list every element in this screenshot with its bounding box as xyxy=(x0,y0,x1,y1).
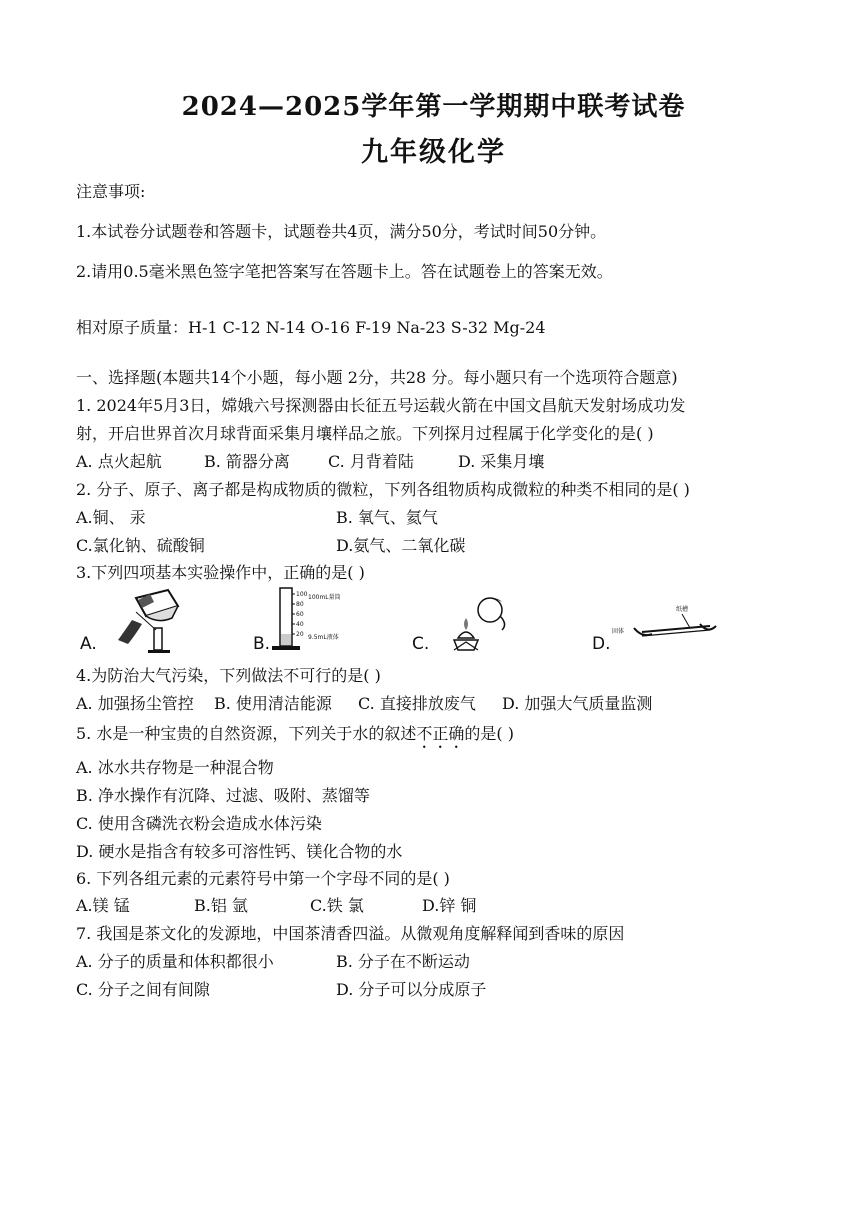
question-6-option-b: B.铝 氩 xyxy=(194,896,248,915)
question-2-options-row-1 xyxy=(76,508,776,528)
solid-label: 固体 xyxy=(612,628,625,635)
question-5-option-b: B. 净水操作有沉降、过滤、吸附、蒸馏等 xyxy=(76,786,370,805)
exam-subtitle: 九年级化学 xyxy=(361,137,506,168)
question-2-stem: 2. 分子、原子、离子都是构成物质的微粒，下列各组物质构成微粒的种类不相同的是( ) xyxy=(76,480,690,499)
question-5-stem-emphasis: 不正确 xyxy=(416,724,465,743)
figure-d-label: D. xyxy=(592,634,611,654)
question-1-option-d: D. 采集月壤 xyxy=(458,452,545,471)
question-6-options xyxy=(76,896,776,916)
question-1-option-b: B. 箭器分离 xyxy=(204,452,290,471)
cylinder-tick-60: 60 xyxy=(296,611,304,618)
question-4-option-c: C. 直接排放废气 xyxy=(358,694,476,713)
paper-trough-label: 纸槽 xyxy=(676,606,689,613)
cylinder-tick-40: 40 xyxy=(296,621,304,628)
question-7-option-d: D. 分子可以分成原子 xyxy=(336,980,487,999)
cylinder-tick-20: 20 xyxy=(296,631,304,638)
cylinder-label-100ml: 100mL量筒 xyxy=(308,594,341,601)
figure-d-paper-trough xyxy=(612,608,722,648)
atomic-mass-line: 相对原子质量：H-1 C-12 N-14 O-16 F-19 Na-23 S-32 Mg-24 xyxy=(76,318,546,337)
question-2-option-b: B. 氧气、氦气 xyxy=(336,508,438,527)
question-6-option-d: D.锌 铜 xyxy=(422,896,477,915)
question-1-option-a: A. 点火起航 xyxy=(76,452,162,471)
question-2-option-c: C.氯化钠、硫酸铜 xyxy=(76,536,205,555)
question-1-line-1: 1. 2024年5月3日，嫦娥六号探测器由长征五号运载火箭在中国文昌航天发射场成功发 xyxy=(76,396,686,415)
cylinder-label-liquid: 9.5mL液体 xyxy=(308,634,339,641)
question-1-options xyxy=(76,452,776,472)
question-1-line-2: 射，开启世界首次月球背面采集月壤样品之旅。下列探月过程属于化学变化的是( ) xyxy=(76,424,654,443)
question-2-option-d: D.氨气、二氧化碳 xyxy=(336,536,466,555)
question-5-stem xyxy=(76,724,514,752)
question-4-options xyxy=(76,694,796,714)
question-6-stem: 6. 下列各组元素的元素符号中第一个字母不同的是( ) xyxy=(76,869,450,888)
question-5-option-c: C. 使用含磷洗衣粉会造成水体污染 xyxy=(76,814,322,833)
question-5-stem-before: 5. 水是一种宝贵的自然资源，下列关于水的叙述 xyxy=(76,724,417,743)
question-4-option-a: A. 加强扬尘管控 xyxy=(76,694,194,713)
section-1-heading: 一、选择题(本题共14个小题，每小题 2分，共28 分。每小题只有一个选项符合题意) xyxy=(76,368,678,387)
question-2-options-row-2 xyxy=(76,536,776,556)
cylinder-tick-100: 100 xyxy=(296,591,308,598)
question-7-options-row-1 xyxy=(76,952,776,972)
question-4-option-b: B. 使用清洁能源 xyxy=(214,694,332,713)
question-7-option-b: B. 分子在不断运动 xyxy=(336,952,470,971)
cylinder-tick-80: 80 xyxy=(296,601,304,608)
question-1-option-c: C. 月背着陆 xyxy=(328,452,414,471)
question-3-stem: 3.下列四项基本实验操作中，正确的是( ) xyxy=(76,563,365,582)
question-5-option-a: A. 冰水共存物是一种混合物 xyxy=(76,758,274,777)
figure-b-graduated-cylinder xyxy=(268,586,368,656)
question-5-stem-after: 的是( ) xyxy=(464,724,514,743)
figure-c-label: C. xyxy=(412,634,430,654)
notes-item-1: 1.本试卷分试题卷和答题卡，试题卷共4页，满分50分，考试时间50分钟。 xyxy=(76,222,607,241)
question-6-option-a: A.镁 锰 xyxy=(76,896,130,915)
pouring-illustration xyxy=(98,588,188,654)
notes-item-2: 2.请用0.5毫米黑色签字笔把答案写在答题卡上。答在试题卷上的答案无效。 xyxy=(76,262,613,281)
question-7-option-a: A. 分子的质量和体积都很小 xyxy=(76,952,274,971)
notes-heading: 注意事项: xyxy=(76,182,146,201)
exam-title: 2024—2025学年第一学期期中联考试卷 xyxy=(181,92,686,122)
figure-a-label: A. xyxy=(80,634,97,654)
question-4-option-d: D. 加强大气质量监测 xyxy=(502,694,653,713)
figure-a-pouring-liquid xyxy=(98,588,188,654)
figure-b-label: B. xyxy=(253,634,271,654)
question-4-stem: 4.为防治大气污染，下列做法不可行的是( ) xyxy=(76,666,381,685)
figure-c-alcohol-lamp xyxy=(440,590,520,656)
question-6-option-c: C.铁 氯 xyxy=(310,896,364,915)
question-5-option-d: D. 硬水是指含有较多可溶性钙、镁化合物的水 xyxy=(76,842,403,861)
question-7-options-row-2 xyxy=(76,980,776,1000)
question-2-option-a: A.铜、 汞 xyxy=(76,508,146,527)
question-7-option-c: C. 分子之间有间隙 xyxy=(76,980,210,999)
question-7-stem: 7. 我国是茶文化的发源地，中国茶清香四溢。从微观角度解释闻到香味的原因 xyxy=(76,924,625,943)
